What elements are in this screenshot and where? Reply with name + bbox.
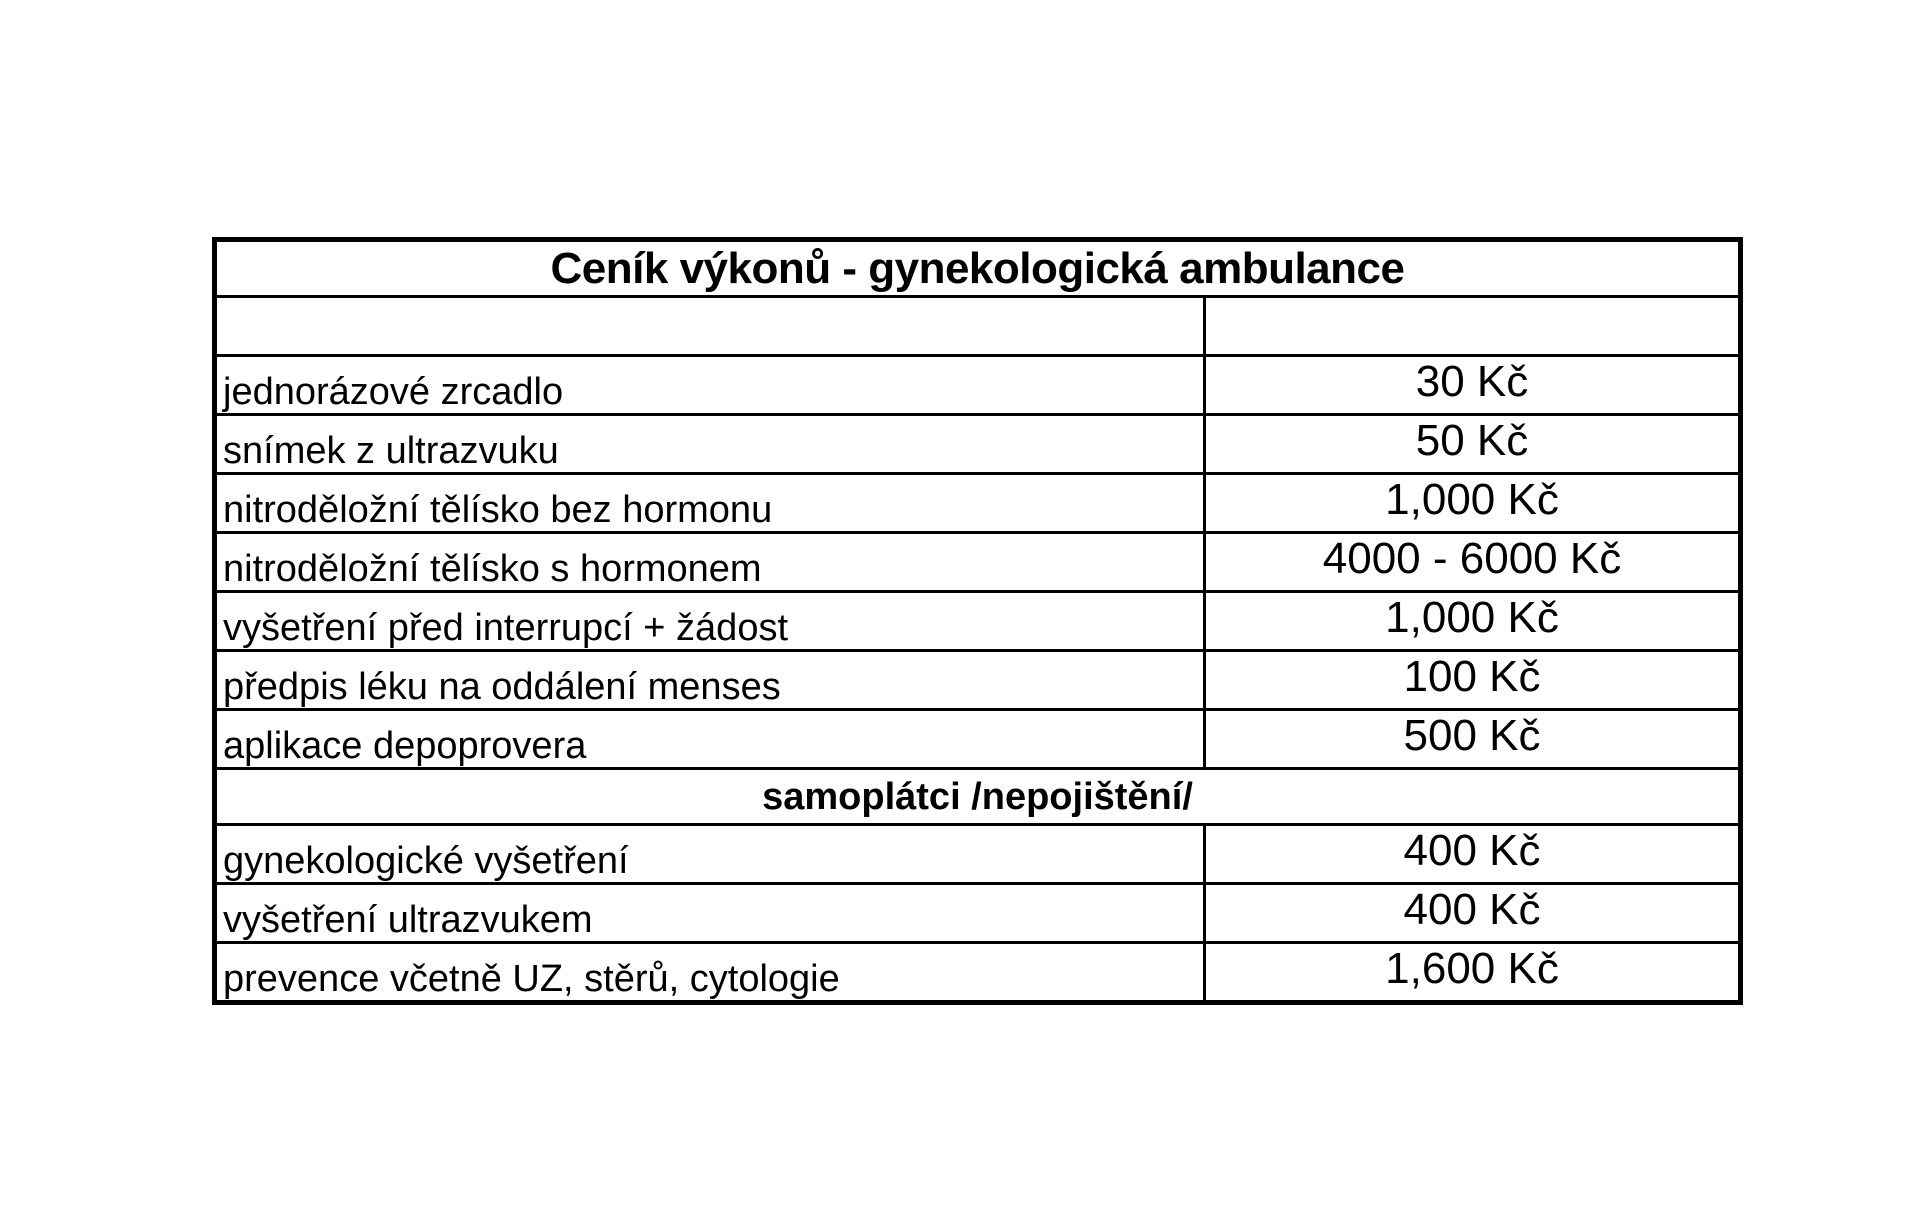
item-name: aplikace depoprovera bbox=[215, 710, 1205, 769]
item-name: snímek z ultrazvuku bbox=[215, 415, 1205, 474]
blank-item-cell bbox=[215, 297, 1205, 356]
table-title: Ceník výkonů - gynekologická ambulance bbox=[215, 240, 1741, 297]
table-row bbox=[215, 356, 1741, 415]
item-price: 4000 - 6000 Kč bbox=[1205, 533, 1741, 592]
item-price: 50 Kč bbox=[1205, 415, 1741, 474]
price-list-table bbox=[212, 237, 1743, 1005]
item-name: předpis léku na oddálení menses bbox=[215, 651, 1205, 710]
item-price: 400 Kč bbox=[1205, 825, 1741, 884]
item-name: vyšetření ultrazvukem bbox=[215, 884, 1205, 943]
item-price: 100 Kč bbox=[1205, 651, 1741, 710]
table-row bbox=[215, 651, 1741, 710]
title-row bbox=[215, 240, 1741, 297]
item-price: 1,000 Kč bbox=[1205, 474, 1741, 533]
table-row bbox=[215, 474, 1741, 533]
table-row bbox=[215, 533, 1741, 592]
item-price: 30 Kč bbox=[1205, 356, 1741, 415]
table-row bbox=[215, 592, 1741, 651]
table-row bbox=[215, 710, 1741, 769]
item-name: prevence včetně UZ, stěrů, cytologie bbox=[215, 943, 1205, 1003]
blank-price-cell bbox=[1205, 297, 1741, 356]
table-row bbox=[215, 943, 1741, 1003]
item-name: gynekologické vyšetření bbox=[215, 825, 1205, 884]
table-row bbox=[215, 884, 1741, 943]
section-heading-row bbox=[215, 769, 1741, 825]
blank-row bbox=[215, 297, 1741, 356]
item-price: 1,000 Kč bbox=[1205, 592, 1741, 651]
item-price: 1,600 Kč bbox=[1205, 943, 1741, 1003]
item-price: 400 Kč bbox=[1205, 884, 1741, 943]
table-row bbox=[215, 415, 1741, 474]
item-name: nitroděložní tělísko s hormonem bbox=[215, 533, 1205, 592]
table-row bbox=[215, 825, 1741, 884]
item-name: jednorázové zrcadlo bbox=[215, 356, 1205, 415]
item-price: 500 Kč bbox=[1205, 710, 1741, 769]
item-name: vyšetření před interrupcí + žádost bbox=[215, 592, 1205, 651]
item-name: nitroděložní tělísko bez hormonu bbox=[215, 474, 1205, 533]
section-heading: samoplátci /nepojištění/ bbox=[215, 769, 1741, 825]
